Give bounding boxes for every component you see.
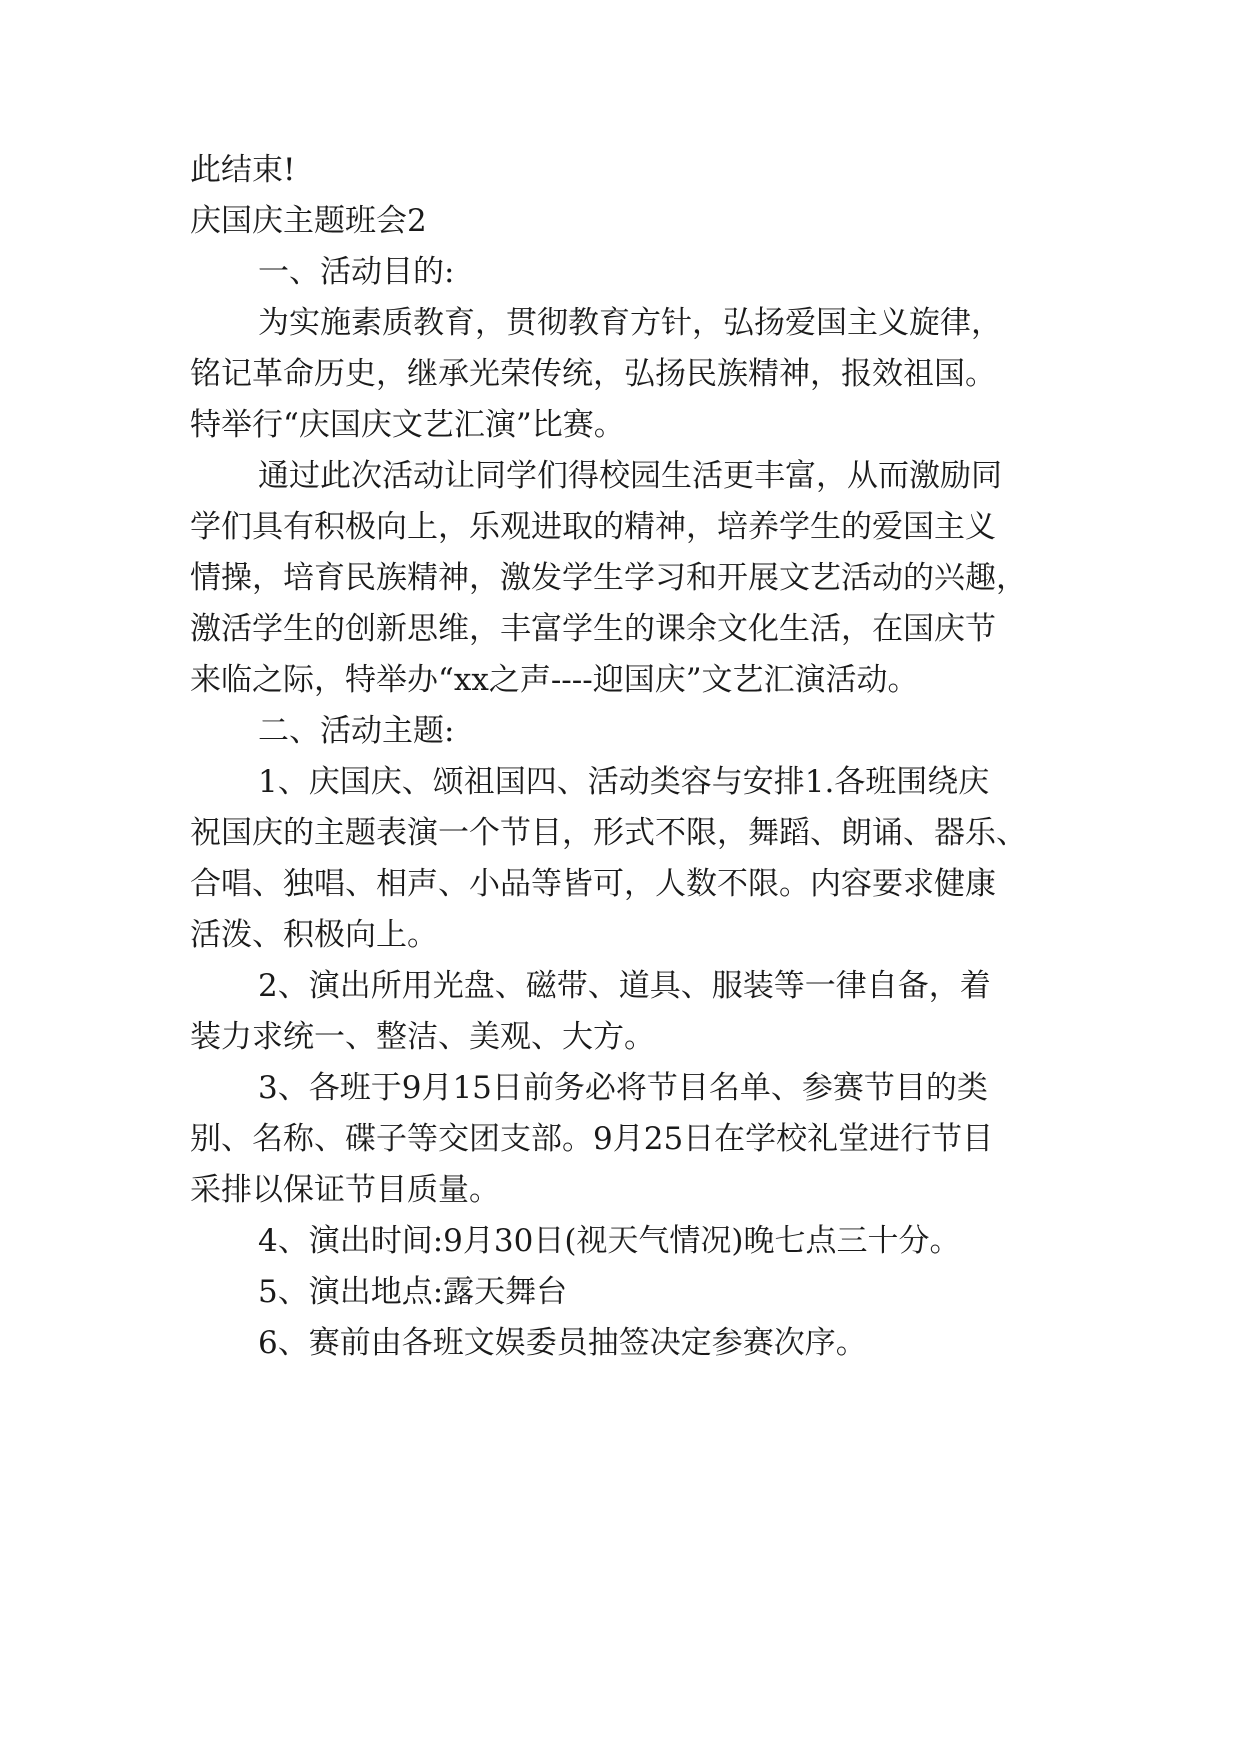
paragraph-line: 铭记革命历史，继承光荣传统，弘扬民族精神，报效祖国。 (190, 356, 996, 392)
paragraph-line: 激活学生的创新思维，丰富学生的课余文化生活，在国庆节 (190, 611, 996, 647)
list-item-continuation: 装力求统一、整洁、美观、大方。 (190, 1019, 655, 1055)
paragraph-line: 学们具有积极向上，乐观进取的精神，培养学生的爱国主义 (190, 509, 996, 545)
paragraph-line: 通过此次活动让同学们得校园生活更丰富，从而激励同 (258, 458, 1002, 494)
paragraph-line: 特举行“庆国庆文艺汇演”比赛。 (190, 407, 625, 443)
paragraph-line: 情操，培育民族精神，激发学生学习和开展文艺活动的兴趣， (190, 560, 1027, 596)
paragraph-line: 来临之际，特举办“xx之声----迎国庆”文艺汇演活动。 (190, 662, 919, 698)
list-item-continuation: 别、名称、碟子等交团支部。9月25日在学校礼堂进行节目 (190, 1121, 994, 1157)
list-item-continuation: 活泼、积极向上。 (190, 917, 438, 953)
list-item: 4、演出时间:9月30日(视天气情况)晚七点三十分。 (258, 1223, 961, 1259)
section-heading: 庆国庆主题班会2 (190, 203, 427, 239)
list-item: 5、演出地点:露天舞台 (258, 1274, 568, 1310)
list-item: 6、赛前由各班文娱委员抽签决定参赛次序。 (258, 1325, 867, 1361)
paragraph-line: 为实施素质教育，贯彻教育方针，弘扬爱国主义旋律， (258, 305, 1002, 341)
text-line: 此结束! (190, 152, 296, 188)
list-item-continuation: 合唱、独唱、相声、小品等皆可，人数不限。内容要求健康 (190, 866, 996, 902)
list-item: 2、演出所用光盘、磁带、道具、服装等一律自备，着 (258, 968, 991, 1004)
subheading: 二、活动主题: (258, 713, 455, 749)
list-item: 3、各班于9月15日前务必将节目名单、参赛节目的类 (258, 1070, 988, 1106)
list-item: 1、庆国庆、颂祖国四、活动类容与安排1.各班围绕庆 (258, 764, 990, 800)
subheading: 一、活动目的: (258, 254, 455, 290)
list-item-continuation: 采排以保证节目质量。 (190, 1172, 500, 1208)
list-item-continuation: 祝国庆的主题表演一个节目，形式不限，舞蹈、朗诵、器乐、 (190, 815, 1027, 851)
